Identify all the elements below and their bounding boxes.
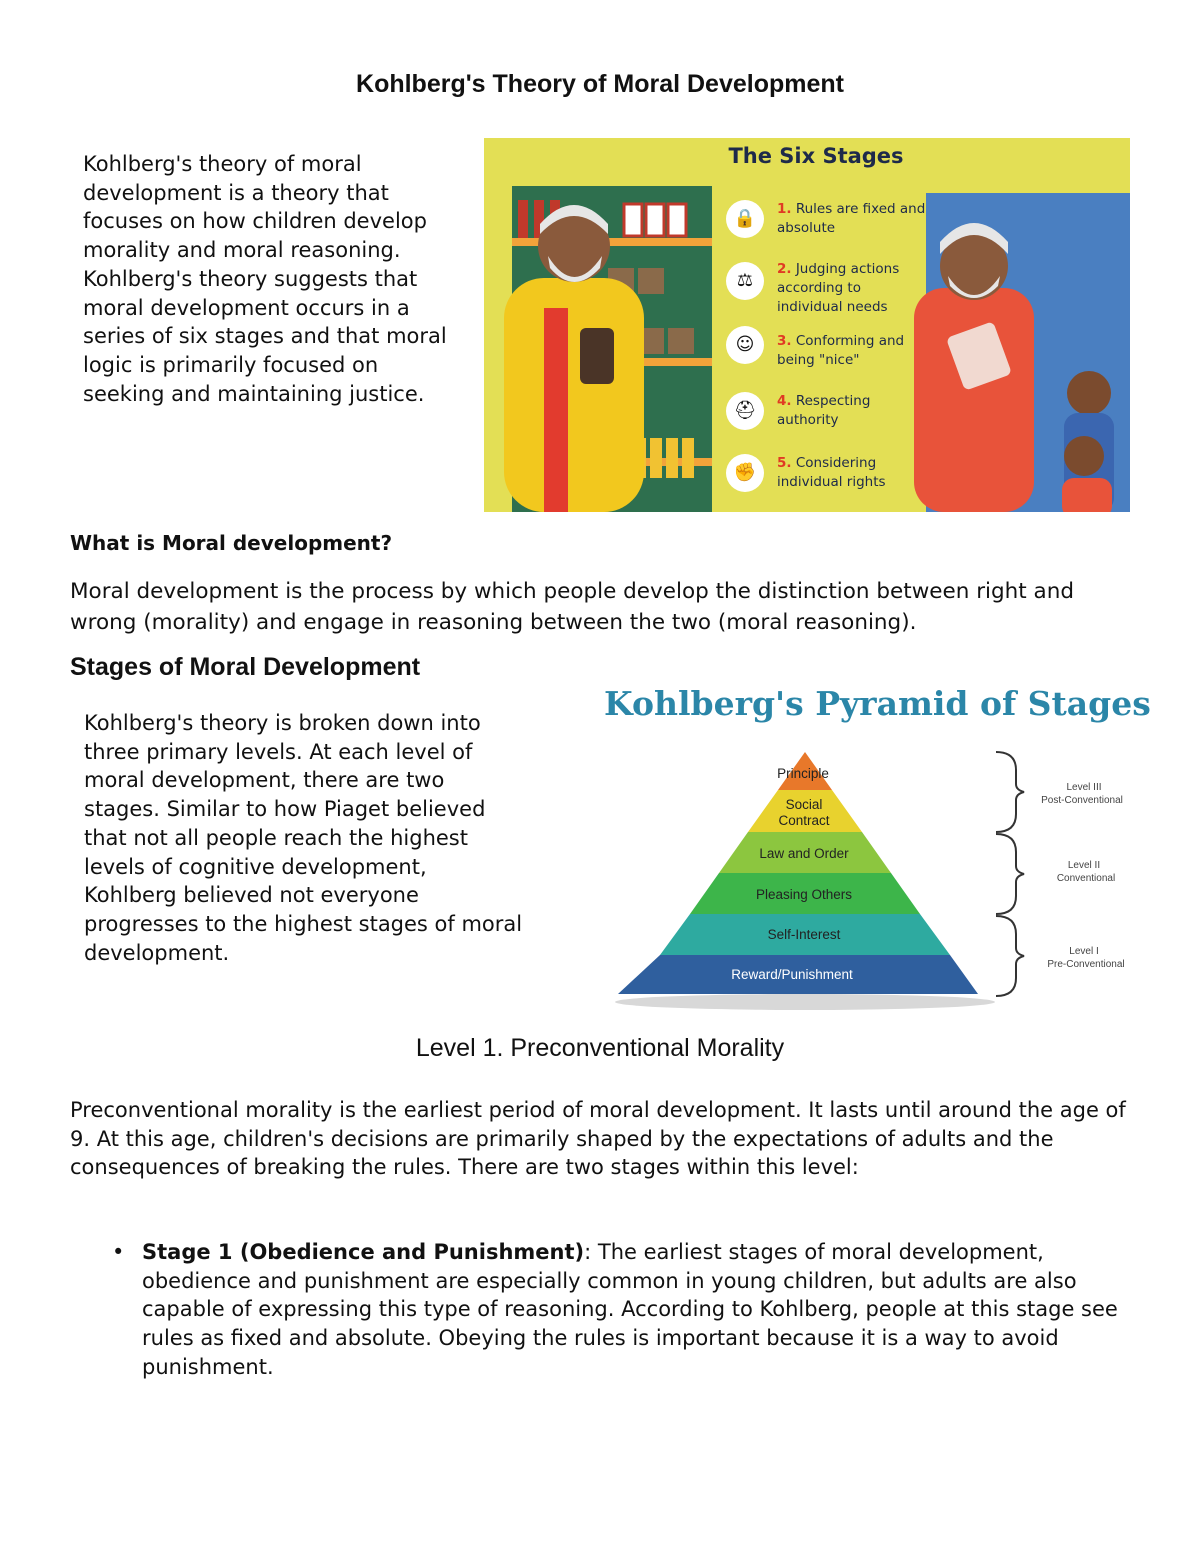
stage-text: Respecting authority <box>777 393 871 428</box>
stage1-text: : The earliest stages of moral development, obedience and punishment are especially common in young children, but adults are also capable of expressing this type of reasoning. According to Kohlberg, people at this stage see rules as fixed and absolute. Obeying the rules is important because it is a way to avoid punishment. <box>142 1240 1118 1379</box>
tier-label-self-interest: Self-Interest <box>767 927 841 942</box>
stage1-title: Stage 1 (Obedience and Punishment) <box>142 1240 585 1264</box>
level-3-line2: Post-Conventional <box>1041 795 1123 806</box>
stage-number: 3. <box>777 333 792 349</box>
stage-text: Rules are fixed and absolute <box>777 201 926 236</box>
level-1-line2: Pre-Conventional <box>1047 959 1125 970</box>
stages-paragraph: Kohlberg's theory is broken down into three primary levels. At each level of moral development, there are two stages. Similar to how Piaget believed that not all people reach the highest levels of cognitive development, Kohlberg believed not everyone progresses to the highest stages of moral development. <box>84 711 523 965</box>
level-bracket-2 <box>996 834 1024 914</box>
tier-label-pleasing-others: Pleasing Others <box>755 887 853 902</box>
page-title: Kohlberg's Theory of Moral Development <box>356 70 844 98</box>
stage1-list-item <box>142 1238 1142 1382</box>
stages-heading: Stages of Moral Development <box>70 653 421 681</box>
level-2-line2: Conventional <box>1056 873 1116 884</box>
level1-heading: Level 1. Preconventional Morality <box>415 1034 785 1062</box>
pyramid-figure <box>600 740 1140 1020</box>
stage-text: Considering individual rights <box>777 455 886 490</box>
tier-label-reward-punishment: Reward/Punishment <box>731 967 853 982</box>
intro-paragraph: Kohlberg's theory of moral development is a theory that focuses on how children develop morality and moral reasoning. Kohlberg's theory suggests that moral development occurs in a series of six stages and that moral logic is primarily focused on seeking and maintaining justice. <box>83 152 447 406</box>
level-bracket-1 <box>996 916 1024 996</box>
stage-text: Conforming and being "nice" <box>777 333 905 368</box>
gavel-icon: ⚖ <box>726 262 764 300</box>
tier-label-social-contract-2: Contract <box>778 813 830 828</box>
tier-label-principle: Principle <box>777 766 829 781</box>
six-stages-title: The Six Stages <box>728 144 904 168</box>
level-bracket-3 <box>996 752 1024 832</box>
question-answer: Moral development is the process by which people develop the distinction between right and wrong (morality) and engage in reasoning between the two (moral reasoning). <box>70 579 1075 635</box>
stage-item-4 <box>777 392 927 430</box>
stage-number: 5. <box>777 455 792 471</box>
tier-label-social-contract-1: Social <box>785 797 823 812</box>
stage-number: 1. <box>777 201 792 217</box>
level-1-line1: Level I <box>1069 946 1099 957</box>
stage-item-2 <box>777 260 927 317</box>
smile-icon: ☺ <box>726 326 764 364</box>
stage-number: 4. <box>777 393 792 409</box>
stage-text: Judging actions according to individual needs <box>777 261 900 315</box>
pyramid-title: Kohlberg's Pyramid of Stages <box>604 684 1151 723</box>
level-2-line1: Level II <box>1067 860 1101 871</box>
level-3-line1: Level III <box>1066 782 1102 793</box>
stage-item-5 <box>777 454 927 492</box>
stage-number: 2. <box>777 261 792 277</box>
bullet-icon: • <box>112 1240 125 1264</box>
police-cap-icon: ⛑ <box>726 392 764 430</box>
raised-fist-icon: ✊ <box>726 454 764 492</box>
stage-item-3 <box>777 332 927 370</box>
question-heading: What is Moral development? <box>70 531 393 555</box>
lock-icon: 🔒 <box>726 200 764 238</box>
level1-paragraph: Preconventional morality is the earliest period of moral development. It lasts until around the age of 9. At this age, children's decisions are primarily shaped by the expectations of adults and the consequences of breaking the rules. There are two stages within this level: <box>70 1098 1126 1180</box>
stage-item-1 <box>777 200 927 238</box>
six-stages-figure <box>484 138 1130 512</box>
tier-label-law-and-order: Law and Order <box>759 846 849 861</box>
